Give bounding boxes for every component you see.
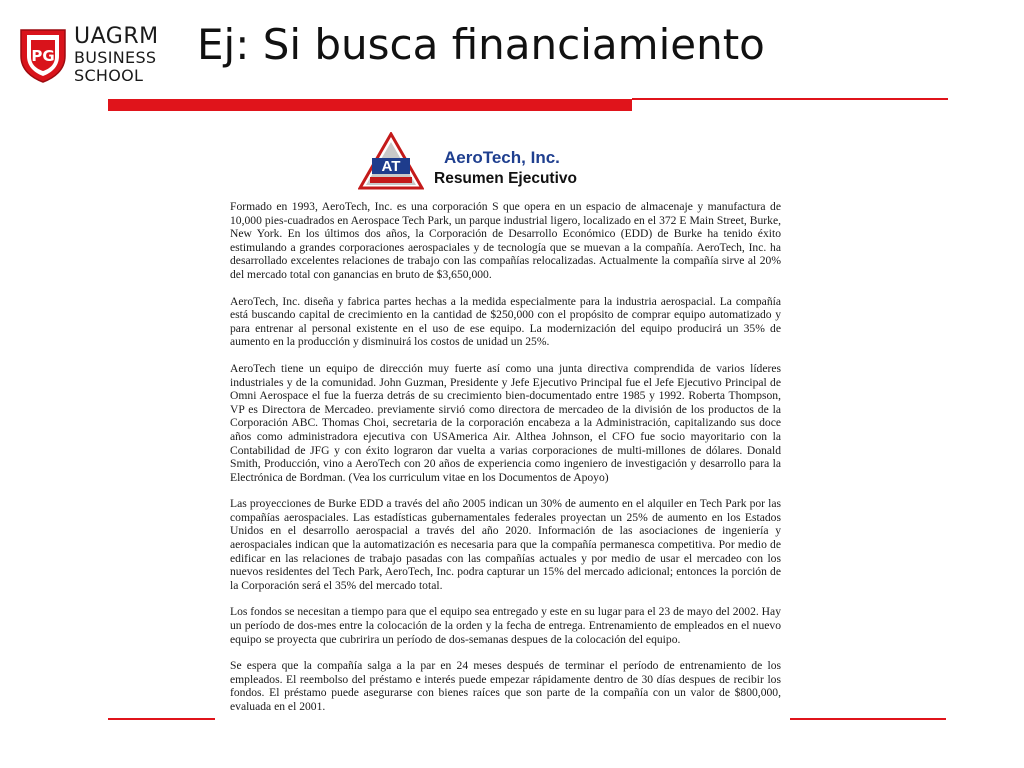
executive-summary-document [230,130,783,768]
footer-line-right [790,718,946,720]
company-name: AeroTech, Inc. [444,148,560,167]
svg-text:PG: PG [31,47,55,65]
logo-line-uagrm: UAGRM [74,24,159,49]
document-subtitle: Resumen Ejecutivo [434,170,577,187]
document-body [230,200,781,727]
paragraph: Formado en 1993, AeroTech, Inc. es una corporación S que opera en un espacio de almacenaje y manufactura de 10,000 pies-cuadrados en Aerospace Tech Park, un parque industrial ligero, localizado en el 372 E Main Street, Burke, New York. En los últimos dos años, la Corporación de Desarrollo Económico (EDD) de Burke ha tenido éxito estimulando a grandes corporaciones aerospaciales y de tecnología que se muevan a la compañía. AeroTech, Inc. ha desarrollado excelentes relaciones de trabajo con las compañías relocalizadas. Actualmente la compañía sirve al 20% del mercado total con ganancias en bruto de $3,650,000. [230,200,781,281]
footer-line-left [108,718,215,720]
logo-line-business: BUSINESS [74,48,157,67]
paragraph: Las proyecciones de Burke EDD a través del año 2005 indican un 30% de aumento en el alquiler en Tech Park por las compañías aerospaciales. Las estadísticas gubernamentales federales proyectan un 25% de aumento en los Estados Unidos en el desarrollo aerospacial a través del año 2020. Información de las asociaciones de ingeniería y aerospaciales indican que la automatización es necesaria para que la compañía permanesca competitiva. Por medio de edificar en las relaciones de trabajo pasadas con las compañías actuales y por medio de usar el mercadeo con los nuevos residentes del Tech Park, AeroTech, Inc. podra capturar un 15% del mercado adicional; entonces la porción de la Corporación será el 35% del mercado total. [230,497,781,592]
uagrm-logo-text [74,26,159,84]
slide-title: Ej: Si busca financiamiento [197,20,765,69]
aerotech-logo-mark: AT [381,158,401,175]
title-underline-thick [108,99,632,111]
paragraph: Los fondos se necesitan a tiempo para que el equipo sea entregado y este en su lugar para el 23 de mayo del 2002. Hay un período de dos-mes entre la colocación de la orden y la fecha de entrega. Entrenamiento de empleados en el nuevo equipo se proyecta que cubririra un período de dos-semanas despues de la colocación del equipo. [230,605,781,646]
paragraph: Se espera que la compañía salga a la par en 24 meses después de terminar el período de entrenamiento de los empleados. El reembolso del préstamo e interés puede empezar rápidamente dentro de 30 días despues de recibir los fondos. El préstamo puede asegurarse con bienes raíces que son parte de la compañía con un valor de $800,000, evaluada en el 2001. [230,659,781,713]
paragraph: AeroTech, Inc. diseña y fabrica partes hechas a la medida especialmente para la industria aerospacial. La compañía está buscando capital de crecimiento en la cantidad de $250,000 con el propósito de comprar equipo automatizado y para entrenar al personal existente en el uso de ese equipo. La modernización del equipo producirá un 35% de aumento en la producción y disminuirá los costos de unidad un 25%. [230,294,781,349]
logo-line-school: SCHOOL [74,66,144,85]
title-underline-thin [632,98,948,100]
paragraph: AeroTech tiene un equipo de dirección muy fuerte así como una junta directiva comprendida de varios líderes industriales y de la comunidad. John Guzman, Presidente y Jefe Ejecutivo Principal fue el Jefe Ejecutivo Principal de Omni Aerospace el fue la fuerza detrás de su crecimiento bien-documentado entre 1985 y 1992. Roberta Thompson, VP es Directora de Mercadeo. previamente sirvió como directora de mercadeo de la división de los productos de la Corporación ABC. Thomas Choi, secretaria de la corporación encabeza a la Administración, capitalizando sus doce años como administradora ejecutiva con USAmerica Air. Althea Johnson, el CFO fue socio mayoritario con la Contabilidad de JFG y con éxito lograron dar vuelta a varias corporaciones de multi-millones de dólares. Donald Smith, Producción, vino a AeroTech con 20 años de experiencia como ingeniero de investigación y desarrollo para la Electrónica de Bordman. (Vea los curriculum vitae en los Documentos de Apoyo) [230,361,781,484]
aerotech-logo [358,132,424,190]
uagrm-shield-logo [18,26,68,84]
